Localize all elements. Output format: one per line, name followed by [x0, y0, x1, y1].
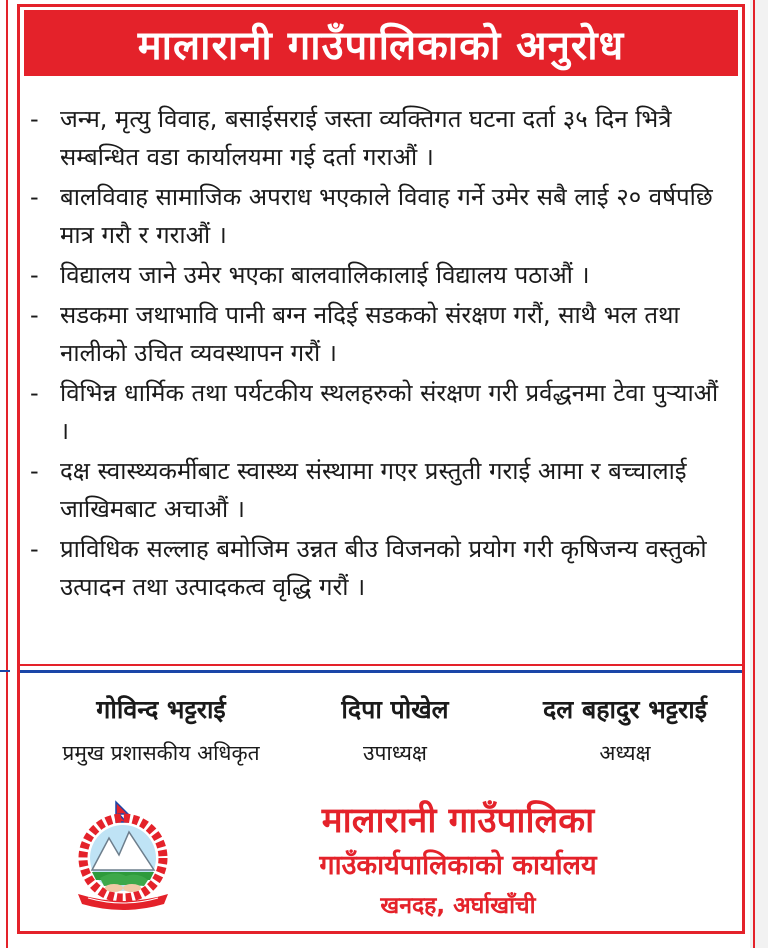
list-item: - जन्म, मृत्यु विवाह, बसाईसराई जस्ता व्यक्तिगत घटना दर्ता ३५ दिन भित्रै सम्बन्धित वडा कार्यालयमा गई दर्ता गराऔं ।	[30, 105, 672, 171]
request-text: विद्यालय जाने उमेर भएका बालवालिकालाई विद्यालय पठाऔं ।	[60, 261, 590, 289]
signatory-role: प्रमुख प्रशासकीय अधिकृत	[62, 741, 260, 765]
section-divider-red	[20, 664, 742, 666]
notice-title: मालारानी गाउँपालिकाको अनुरोध	[137, 22, 625, 69]
office-address: खनदह, अर्घाखाँची	[380, 893, 536, 919]
list-item: - बालविवाह सामाजिक अपराध भएकाले विवाह गर्ने उमेर सबै लाई २० वर्षपछि मात्र गरौ र गराऔं ।	[30, 183, 713, 249]
signatory-role: उपाध्यक्ष	[362, 741, 427, 765]
list-item: - विभिन्न धार्मिक तथा पर्यटकीय स्थलहरुको संरक्षण गरी प्रर्वद्धनमा टेवा पुऱ्याऔं ।	[30, 379, 719, 445]
signatory-name: दिपा पोखेल	[341, 695, 449, 724]
office-name: मालारानी गाउँपालिका	[321, 801, 595, 841]
section-divider-blue	[20, 670, 742, 673]
signatory-role: अध्यक्ष	[599, 741, 651, 765]
request-list	[30, 100, 734, 608]
signatory-vice-chair	[305, 694, 485, 768]
signatory-name: दल बहादुर भट्टराई	[543, 695, 707, 724]
notice-header	[24, 10, 738, 76]
list-item: - प्राविधिक सल्लाह बमोजिम उन्नत बीउ विजनको प्रयोग गरी कृषिजन्य वस्तुको उत्पादन तथा उत्पादकत्व वृद्धि गरौं ।	[30, 535, 707, 601]
request-text: विभिन्न धार्मिक तथा पर्यटकीय स्थलहरुको संरक्षण गरी प्रर्वद्धनमा टेवा पुऱ्याऔं ।	[60, 379, 719, 445]
signatory-name: गोविन्द भट्टराई	[96, 695, 226, 724]
list-item: - दक्ष स्वास्थ्यकर्मीबाट स्वास्थ्य संस्थामा गएर प्रस्तुती गराई आमा र बच्चालाई जाखिमबाट अचाऔं ।	[30, 457, 687, 523]
request-text: बालविवाह सामाजिक अपराध भएकाले विवाह गर्ने उमेर सबै लाई २० वर्षपछि मात्र गरौ र गराऔं ।	[60, 183, 713, 249]
right-edge-strip	[750, 0, 768, 948]
request-text: दक्ष स्वास्थ्यकर्मीबाट स्वास्थ्य संस्थामा गएर प्रस्तुती गराई आमा र बच्चालाई जाखिमबाट अचाऔं ।	[60, 457, 687, 523]
list-item: - सडकमा जथाभावि पानी बग्न नदिई सडकको संरक्षण गरौं, साथै भल तथा नालीको उचित व्यवस्थापन गरौं ।	[30, 301, 680, 367]
signatory-chief-officer	[30, 694, 292, 768]
nepal-government-emblem-icon	[64, 800, 182, 910]
office-subtitle: गाउँकार्यपालिकाको कार्यालय	[319, 850, 597, 881]
signatory-chair	[515, 694, 735, 768]
list-item: - विद्यालय जाने उमेर भएका बालवालिकालाई विद्यालय पठाऔं ।	[30, 261, 590, 289]
request-text: सडकमा जथाभावि पानी बग्न नदिई सडकको संरक्षण गरौं, साथै भल तथा नालीको उचित व्यवस्थापन गरौं ।	[60, 301, 680, 367]
left-edge-strip	[0, 0, 10, 948]
request-text: जन्म, मृत्यु विवाह, बसाईसराई जस्ता व्यक्तिगत घटना दर्ता ३५ दिन भित्रै सम्बन्धित वडा कार्यालयमा गई दर्ता गराऔं ।	[60, 105, 672, 171]
request-text: प्राविधिक सल्लाह बमोजिम उन्नत बीउ विजनको प्रयोग गरी कृषिजन्य वस्तुको उत्पादन तथा उत्पादकत्व वृद्धि गरौं ।	[60, 535, 707, 601]
